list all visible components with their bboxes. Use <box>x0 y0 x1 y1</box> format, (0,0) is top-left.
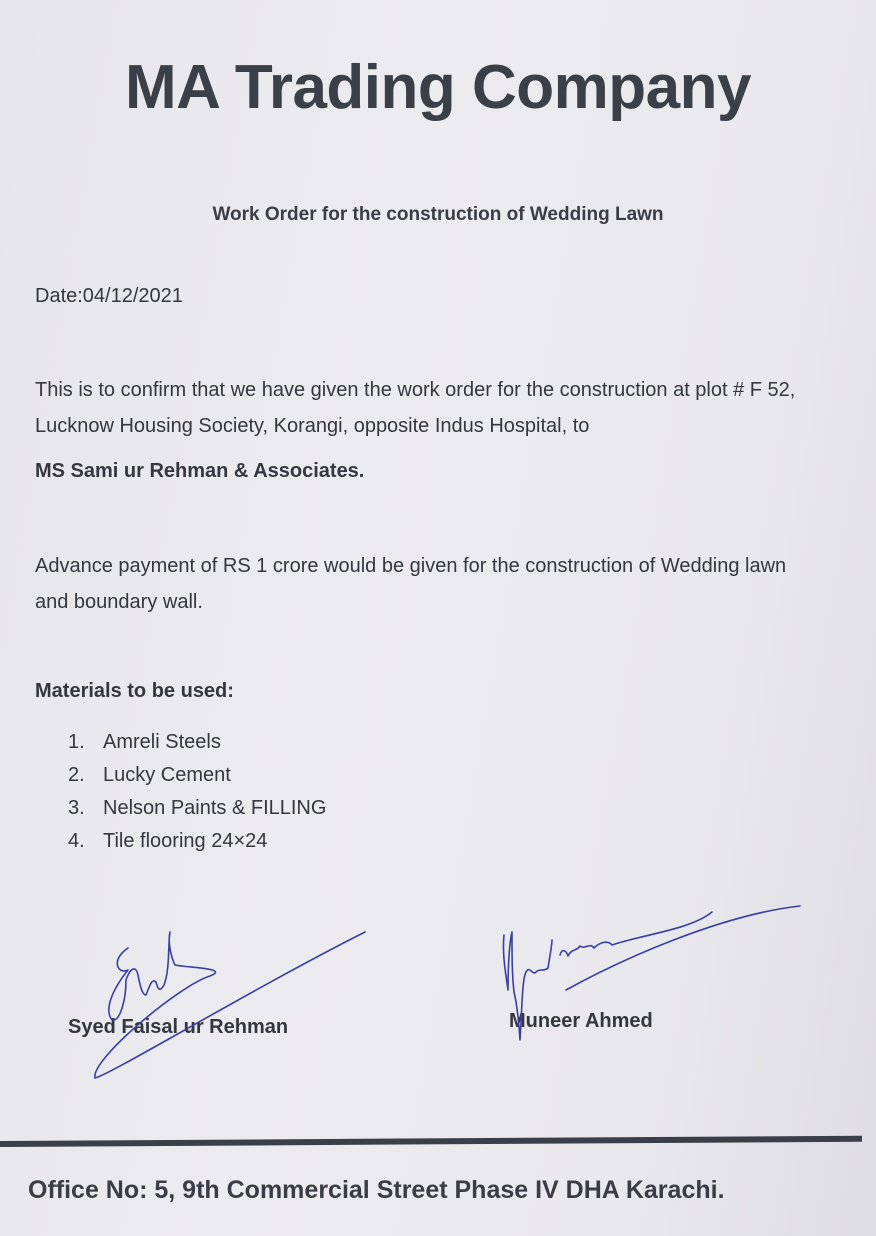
list-text: Tile flooring 24×24 <box>103 830 268 852</box>
footer-divider <box>0 1136 862 1147</box>
list-number: 1. <box>68 731 85 753</box>
confirmation-paragraph: This is to confirm that we have given the work order for the construction at plot # F 52, Lucknow Housing Society, Korangi, opposite Indus Hospital, to <box>35 379 796 437</box>
list-item <box>68 792 326 825</box>
list-text: Amreli Steels <box>103 731 221 753</box>
list-item <box>68 759 326 792</box>
document-subject: Work Order for the construction of Wedding Lawn <box>212 204 664 225</box>
signature-1 <box>95 932 365 1078</box>
company-name-heading: MA Trading Company <box>125 53 751 122</box>
document-date: Date:04/12/2021 <box>35 285 183 307</box>
signer-1-name: Syed Faisal ur Rehman <box>68 1016 289 1038</box>
payment-paragraph: Advance payment of RS 1 crore would be given for the construction of Wedding lawn and boundary wall. <box>35 555 787 613</box>
list-number: 2. <box>68 764 85 786</box>
list-number: 3. <box>68 797 85 819</box>
list-number: 4. <box>68 830 85 852</box>
list-text: Nelson Paints & FILLING <box>103 797 327 819</box>
list-text: Lucky Cement <box>103 764 231 786</box>
materials-heading: Materials to be used: <box>35 680 234 702</box>
recipient-name: MS Sami ur Rehman & Associates. <box>35 460 365 482</box>
office-address: Office No: 5, 9th Commercial Street Phase IV DHA Karachi. <box>28 1176 725 1204</box>
signer-2-name: Muneer Ahmed <box>509 1010 653 1032</box>
list-item <box>68 726 326 759</box>
list-item <box>68 825 326 858</box>
materials-list <box>68 726 326 858</box>
